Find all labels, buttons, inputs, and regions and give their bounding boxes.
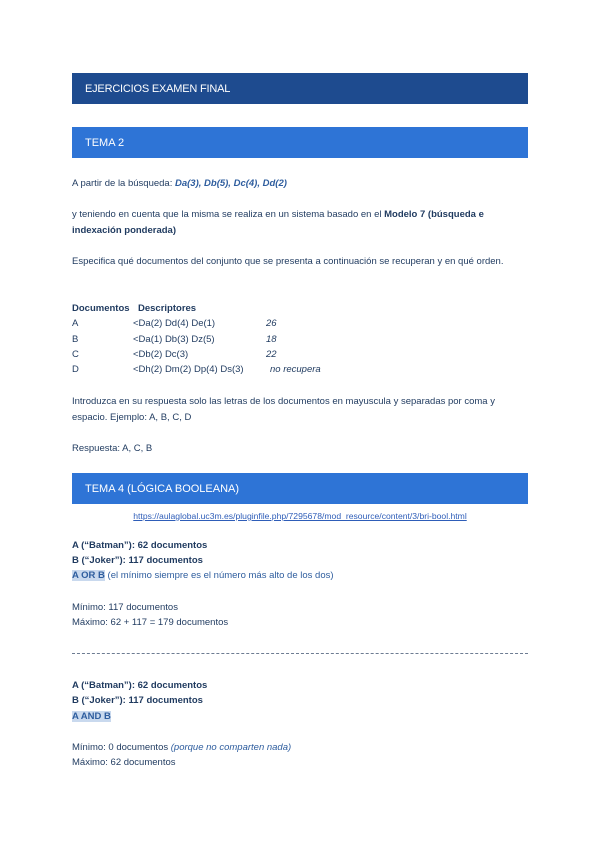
ex2-op [72, 709, 532, 725]
header-banner [72, 73, 528, 104]
operator-or: A OR B [72, 570, 105, 581]
operator-and: A AND B [72, 711, 111, 722]
model-name: Modelo 7 (búsqueda e indexación ponderada) [72, 209, 484, 236]
table-header [72, 301, 532, 317]
col-header-descriptores: Descriptores [138, 303, 197, 314]
tema2-banner [72, 127, 528, 158]
ex1-op: A OR B (el mínimo siempre es el número más alto de los dos) [72, 570, 334, 581]
query-text: Da(3), Db(5), Dc(4), Dd(2) [175, 178, 287, 189]
tema4-banner [72, 473, 528, 504]
answer-instruction: Introduzca en su respuesta solo las letras de los documentos en mayuscula y separadas por coma y espacio. Ejemplo: A, B, C, D [72, 396, 495, 423]
ex2-max: Máximo: 62 documentos [72, 757, 176, 768]
ex1-min: Mínimo: 117 documentos [72, 602, 178, 613]
ex2-b: B (“Joker”): 117 documentos [72, 695, 203, 706]
ex2-a: A (“Batman”): 62 documentos [72, 680, 208, 691]
ex1-b: B (“Joker”): 117 documentos [72, 555, 203, 566]
table-row: D <Dh(2) Dm(2) Dp(4) Ds(3) no recupera [72, 364, 321, 375]
tema2-instruction: Especifica qué documentos del conjunto que se presenta a continuación se recuperan y en qué orden. [72, 256, 504, 267]
header-title: EJERCICIOS EXAMEN FINAL [85, 82, 231, 95]
tema4-title: TEMA 4 (LÓGICA BOOLEANA) [85, 482, 240, 495]
bool-reference-link[interactable]: https://aulaglobal.uc3m.es/pluginfile.php/7295678/mod_resource/content/3/bri-bool.html [133, 511, 467, 521]
divider [72, 653, 528, 654]
tema2-intro: A partir de la búsqueda: Da(3), Db(5), Dc(4), Dd(2) [72, 178, 287, 189]
ex1-a: A (“Batman”): 62 documentos [72, 540, 208, 551]
table-row: B <Da(1) Db(3) Dz(5) 18 [72, 334, 277, 345]
tema2-title: TEMA 2 [85, 136, 125, 149]
col-header-documentos: Documentos [72, 303, 130, 314]
tema2-context: y teniendo en cuenta que la misma se realiza en un sistema basado en el Modelo 7 (búsqueda e indexación ponderada) [72, 209, 484, 236]
ex2-min: Mínimo: 0 documentos (porque no comparten nada) [72, 742, 292, 753]
table-row: A <Da(2) Dd(4) De(1) 26 [72, 318, 277, 329]
answer-text: Respuesta: A, C, B [72, 443, 153, 454]
table-row: C <Db(2) Dc(3) 22 [72, 349, 277, 360]
ex1-max: Máximo: 62 + 117 = 179 documentos [72, 617, 229, 628]
